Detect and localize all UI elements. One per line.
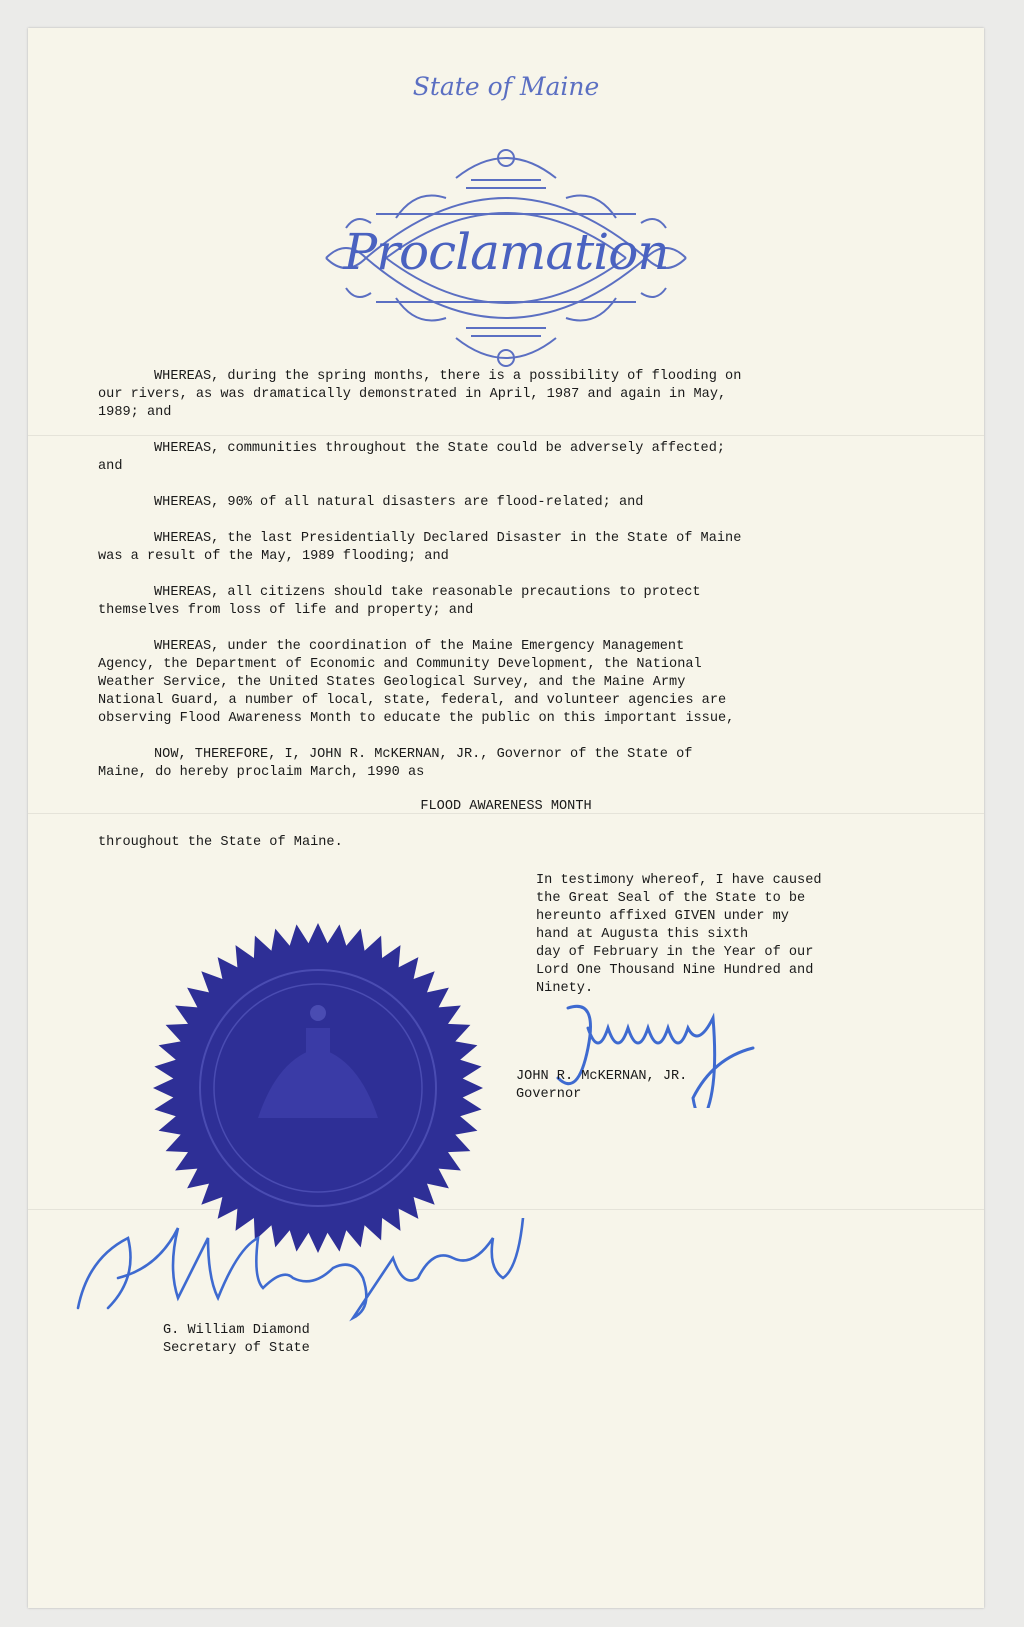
- state-of-maine-heading: State of Maine: [412, 72, 600, 101]
- great-seal-icon: [148, 918, 488, 1258]
- paragraph-7-first-line: NOW, THEREFORE, I, JOHN R. McKERNAN, JR., Governor of the State of: [154, 747, 693, 762]
- paragraph-4-first-line: WHEREAS, the last Presidentially Declared Disaster in the State of Maine: [154, 531, 742, 546]
- governor-title: Governor: [516, 1087, 582, 1102]
- paragraph-6-rest: Agency, the Department of Economic and Community Development, the National Weather Service, the United States Geological Survey, and the Maine Army National Guard, a number of local, state, federal, and volunteer agencies are observing Flood Awareness Month to educate the public on this important issue,: [98, 657, 735, 726]
- paragraph-4-rest: was a result of the May, 1989 flooding; and: [98, 549, 449, 564]
- paragraph-2-first-line: WHEREAS, communities throughout the State could be adversely affected;: [154, 441, 726, 456]
- secretary-title: Secretary of State: [163, 1341, 310, 1356]
- paragraph-1-rest: our rivers, as was dramatically demonstrated in April, 1987 and again in May, 1989; and: [98, 387, 727, 420]
- paragraph-2-rest: and: [98, 459, 123, 474]
- paragraph-5-first-line: WHEREAS, all citizens should take reasonable precautions to protect: [154, 585, 701, 600]
- proclamation-crest: [306, 118, 706, 378]
- paragraph-1-first-line: WHEREAS, during the spring months, there is a possibility of flooding on: [154, 369, 742, 384]
- paragraph-6-first-line: WHEREAS, under the coordination of the Maine Emergency Management: [154, 639, 685, 654]
- proclaimed-title: FLOOD AWARENESS MONTH: [420, 799, 592, 814]
- proclamation-document: [28, 28, 984, 1608]
- paragraph-3-first-line: WHEREAS, 90% of all natural disasters are flood-related; and: [154, 495, 644, 510]
- paper-fold-line: [28, 435, 984, 436]
- governor-name: JOHN R. McKERNAN, JR.: [516, 1069, 688, 1084]
- proclamation-title: Proclamation: [343, 223, 669, 281]
- paragraph-5-rest: themselves from loss of life and property; and: [98, 603, 474, 618]
- secretary-signature-icon: [68, 1218, 528, 1328]
- testimony-text: In testimony whereof, I have caused the Great Seal of the State to be hereunto affixed GIVEN under my hand at Augusta this sixth day of February in the Year of our Lord One Thousand Nine Hundred and Ninety.: [536, 873, 822, 996]
- paragraph-7-rest: Maine, do hereby proclaim March, 1990 as: [98, 765, 425, 780]
- secretary-name: G. William Diamond: [163, 1323, 310, 1338]
- closing-line: throughout the State of Maine.: [98, 835, 343, 850]
